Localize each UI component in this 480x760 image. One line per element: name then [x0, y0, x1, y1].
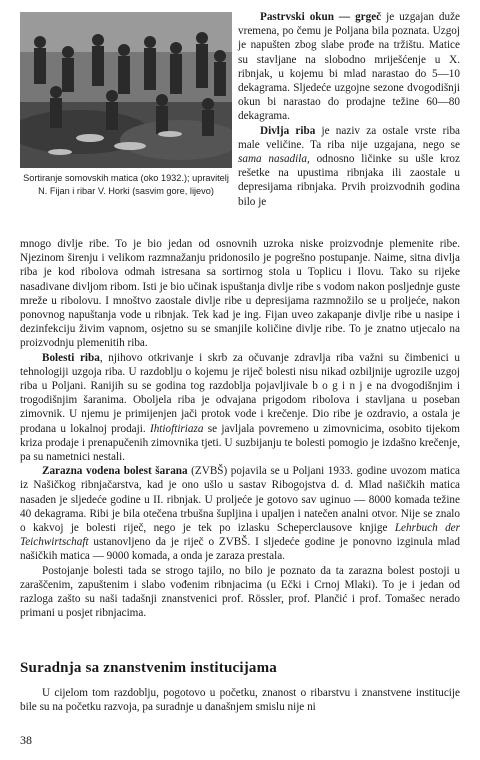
right-column-text — [238, 10, 460, 209]
paragraph-body: je uzgajan duže vremena, po čemu je Poljana bila poznata. Uzgoj je napušten zbog slabe prođe na tržištu. Matice su stavljane na slobodno mriješćenje u X. ribnjak, u kojemu bi mlad narastao do 5—10 dekagrama. Sljedeće uzgojne sezone dvogodišnji okun bi narastao do prodajne težine 60—80 dekagrama. — [238, 11, 461, 123]
paragraph-zarazna-bolest — [20, 464, 460, 563]
paragraph-italic: sama nasadila — [238, 153, 307, 166]
page-number: 38 — [20, 733, 32, 747]
paragraph-italic: Lehrbuch der Teichwirtschaft — [20, 522, 460, 549]
photograph — [20, 12, 232, 168]
paragraph-body: ustanovljeno da je riječ o ZVBŠ. I sljedeće godine je ponovno izginula mlad našičkih matica — 9000 komada, a onda je zaraza prestala. — [20, 536, 460, 563]
paragraph-suradnja: U cijelom tom razdoblju, pogotovo u početku, znanost o ribarstvu i znanstvene institucije bile su na početku razvoja, pa suradnje u današnjem smislu nije ni — [20, 687, 460, 714]
paragraph-italic: Ihtioftiriaza — [149, 422, 204, 435]
paragraph-lead: Pastrvski okun — grgeč — [260, 11, 382, 23]
section-heading: Suradnja sa znanstvenim institucijama — [20, 660, 278, 676]
paragraph-body: se javljala povremeno u zimovnicima, osobito tijekom kriza prodaje i prenapučenih zimovnika tjeti. U suzbijanju te bolesti pomogio je izdašno krečenje, pa su nametnici nestali. — [20, 422, 460, 464]
paragraph-body: (ZVBŠ) pojavila se u Poljani 1933. godine uvozom matica iz Našičkog ribnjačarstva, kad je ono ušlo u sastav Ribogojstva d. d. Mlad našičkih matica nasaden je sljedeće godine u II. ribnjak. U proljeće je gotovo sav uginuo — 8000 komada težine 40 dekagrama. Ribi je bila otečena trbušna šupljina i upaljen i natečen analni otvor. Nije se znalo o kakvoj je bolesti riječ, nego je tek po izlasku Scheperclausove knjige — [20, 465, 460, 535]
full-width-text — [20, 237, 460, 620]
paragraph-divlja-riba-continued: mnogo divlje ribe. To je bio jedan od osnovnih uzroka niske proizvodnje plemenite ribe. Njezinom širenju i velikom razmnažanju pridonosilo je pogrešno postupanje. Naime, sitna divlja riba je kod ribolova odmah istresana sa sortirnog stola u Toplicu i Ilovu. Tako su rijeke nasadivane divljom ribom. Isti je bio učinak ispuštanja divlje ribe s vodom nakon posljednje guste mreže u ribolovu. I mnoštvo zaostale divlje ribe u depresijama razmnožilo se u proljeće, nakon ponovnog napuštanja vode u ribnjak. Tek kad je ing. Fijan uveo zakapanje divlje ribe u nasipe i dezinfekciju živim vapnom, osjetno su se smanjile količine divlje ribe. To je znatno utjecalo na proizvodnju plemenitih riba. — [20, 238, 460, 350]
section-intro-text — [20, 686, 460, 714]
figure-caption: Sortiranje somovskih matica (oko 1932.); upravitelj N. Fijan i ribar V. Horki (sasvim gore, lijevo) — [23, 173, 229, 196]
photograph-image — [20, 12, 232, 168]
paragraph-body: , njihovo otkrivanje i skrb za očuvanje zdravlja riba važni su čimbenici u tehnologiji uzgoja riba. U razdoblju o kojemu je riječ bolesti nisu nikad ozbiljnije ugrozile uzgoj riba u Poljani. Ranijih su se godina tog razdoblja pojavljivale b o g i n j e na dvogodišnjim i trogodišnjim šaranima. Oboljela riba je odvajana prigodom ribolova i stavljana u poseban zimovnik. U njemu je primijenjen jači protok vode i krečenje. Dio ribe je ozdravio, a ostala je prodana u lokalnoj prodaji. — [20, 351, 460, 435]
paragraph-body: , odnosno ličinke su ušle kroz rešetke na upustima ribnjaka ili zaostale u depresijama ribnjaka. Prvih proizvodnih godina bilo je — [238, 153, 460, 208]
paragraph-body: je naziv za ostale vrste riba male veličine. Ta riba nije uzgajana, nego se — [238, 124, 460, 151]
paragraph-lead: Zarazna vodena bolest šarana — [42, 465, 188, 478]
paragraph-divlja-riba — [238, 124, 460, 209]
paragraph-lead: Bolesti riba — [42, 351, 100, 364]
paragraph-lead: Divlja riba — [260, 124, 316, 137]
paragraph-pastrvski-okun — [238, 10, 460, 124]
paragraph-postojanje-bolesti: Postojanje bolesti tada se strogo tajilo, no bilo je poznato da ta zarazna bolest postoji u zaraščenim, zapuštenim i slabo vođenim ribnjacima (u Ečki i Crnoj Mlaki). To je i jedan od razloga zašto su naši tadašnji znanstvenici prof. Rössler, prof. Plančić i prof. Tomašec nerado primani u posjet ribnjacima. — [20, 564, 460, 620]
paragraph-bolesti-riba — [20, 351, 460, 465]
